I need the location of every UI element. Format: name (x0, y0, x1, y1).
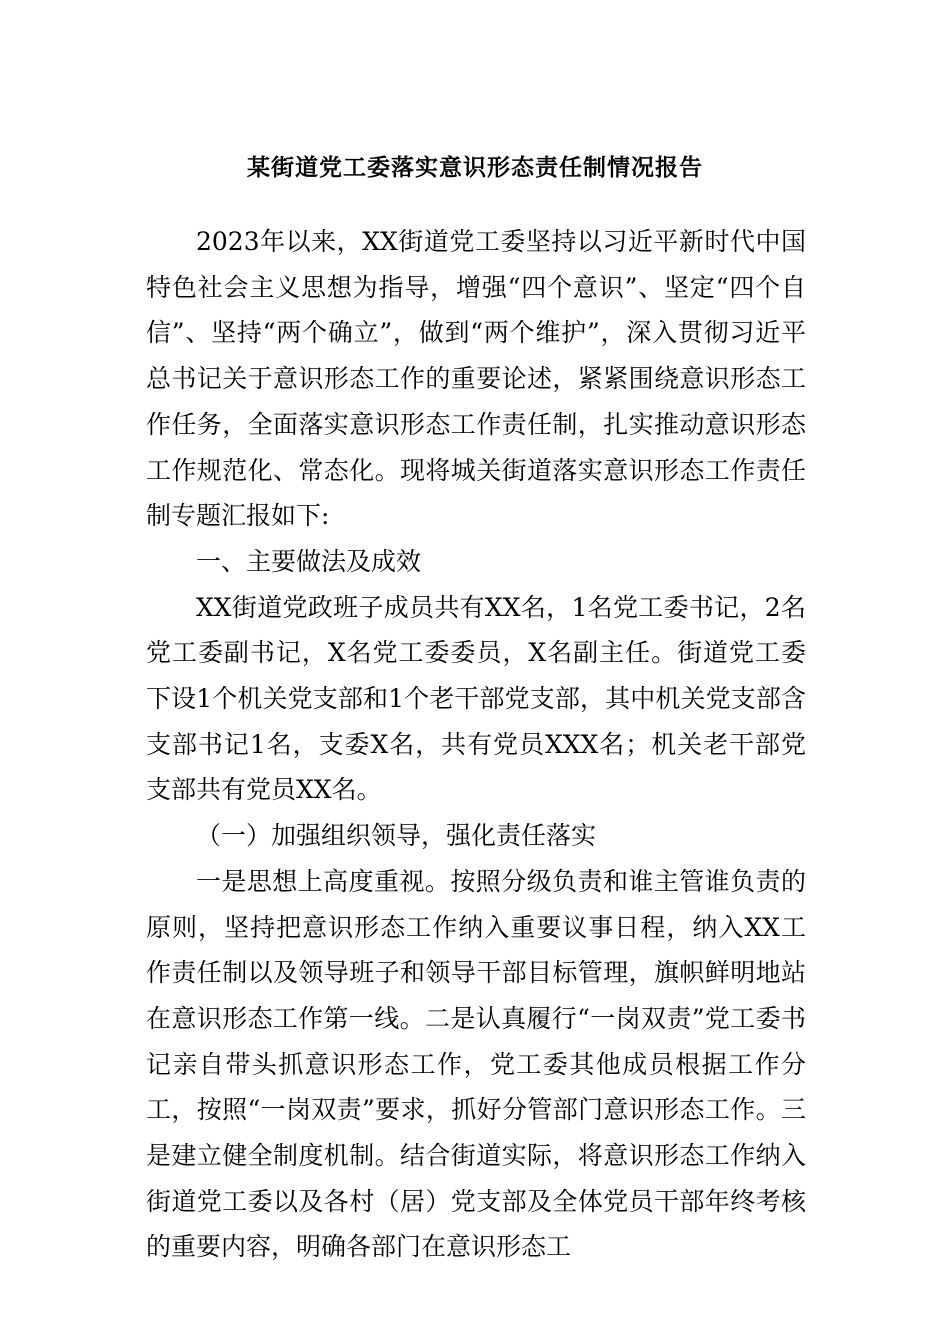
document-title: 某街道党工委落实意识形态责任制情况报告 (247, 154, 703, 181)
subsection-heading: （一）加强组织领导，强化责任落实 (196, 821, 597, 851)
body-paragraph: 一是思想上高度重视。按照分级负责和谁主管谁负责的原则，坚持把意识形态工作纳入重要议事日程，纳入XX工作责任制以及领导班子和领导干部目标管理，旗帜鲜明地站在意识形态工作第一线。二是认真履行“一岗双责”党工委书记亲自带头抓意识形态工作，党工委其他成员根据工作分工，按照“一岗双责”要求，抓好分管部门意识形态工作。三是建立健全制度机制。结合街道实际，将意识形态工作纳入街道党工委以及各村（居）党支部及全体党员干部年终考核的重要内容，明确各部门在意识形态工 (146, 866, 806, 1262)
intro-paragraph: 2023年以来，XX街道党工委坚持以习近平新时代中国特色社会主义思想为指导，增强“四个意识”、坚定“四个自信”、坚持“两个确立”，做到“两个维护”，深入贯彻习近平总书记关于意识形态工作的重要论述，紧紧围绕意识形态工作任务，全面落实意识形态工作责任制，扎实推动意识形态工作规范化、常态化。现将城关街道落实意识形态工作责任制专题汇报如下: (146, 227, 806, 531)
section-heading: 一、主要做法及成效 (196, 546, 422, 576)
document-body (146, 219, 806, 1270)
body-paragraph: XX街道党政班子成员共有XX名，1名党工委书记，2名党工委副书记，X名党工委委员，X名副主任。街道党工委下设1个机关党支部和1个老干部党支部，其中机关党支部含支部书记1名，支委X名，共有党员XXX名；机关老干部党支部共有党员XX名。 (146, 592, 806, 805)
